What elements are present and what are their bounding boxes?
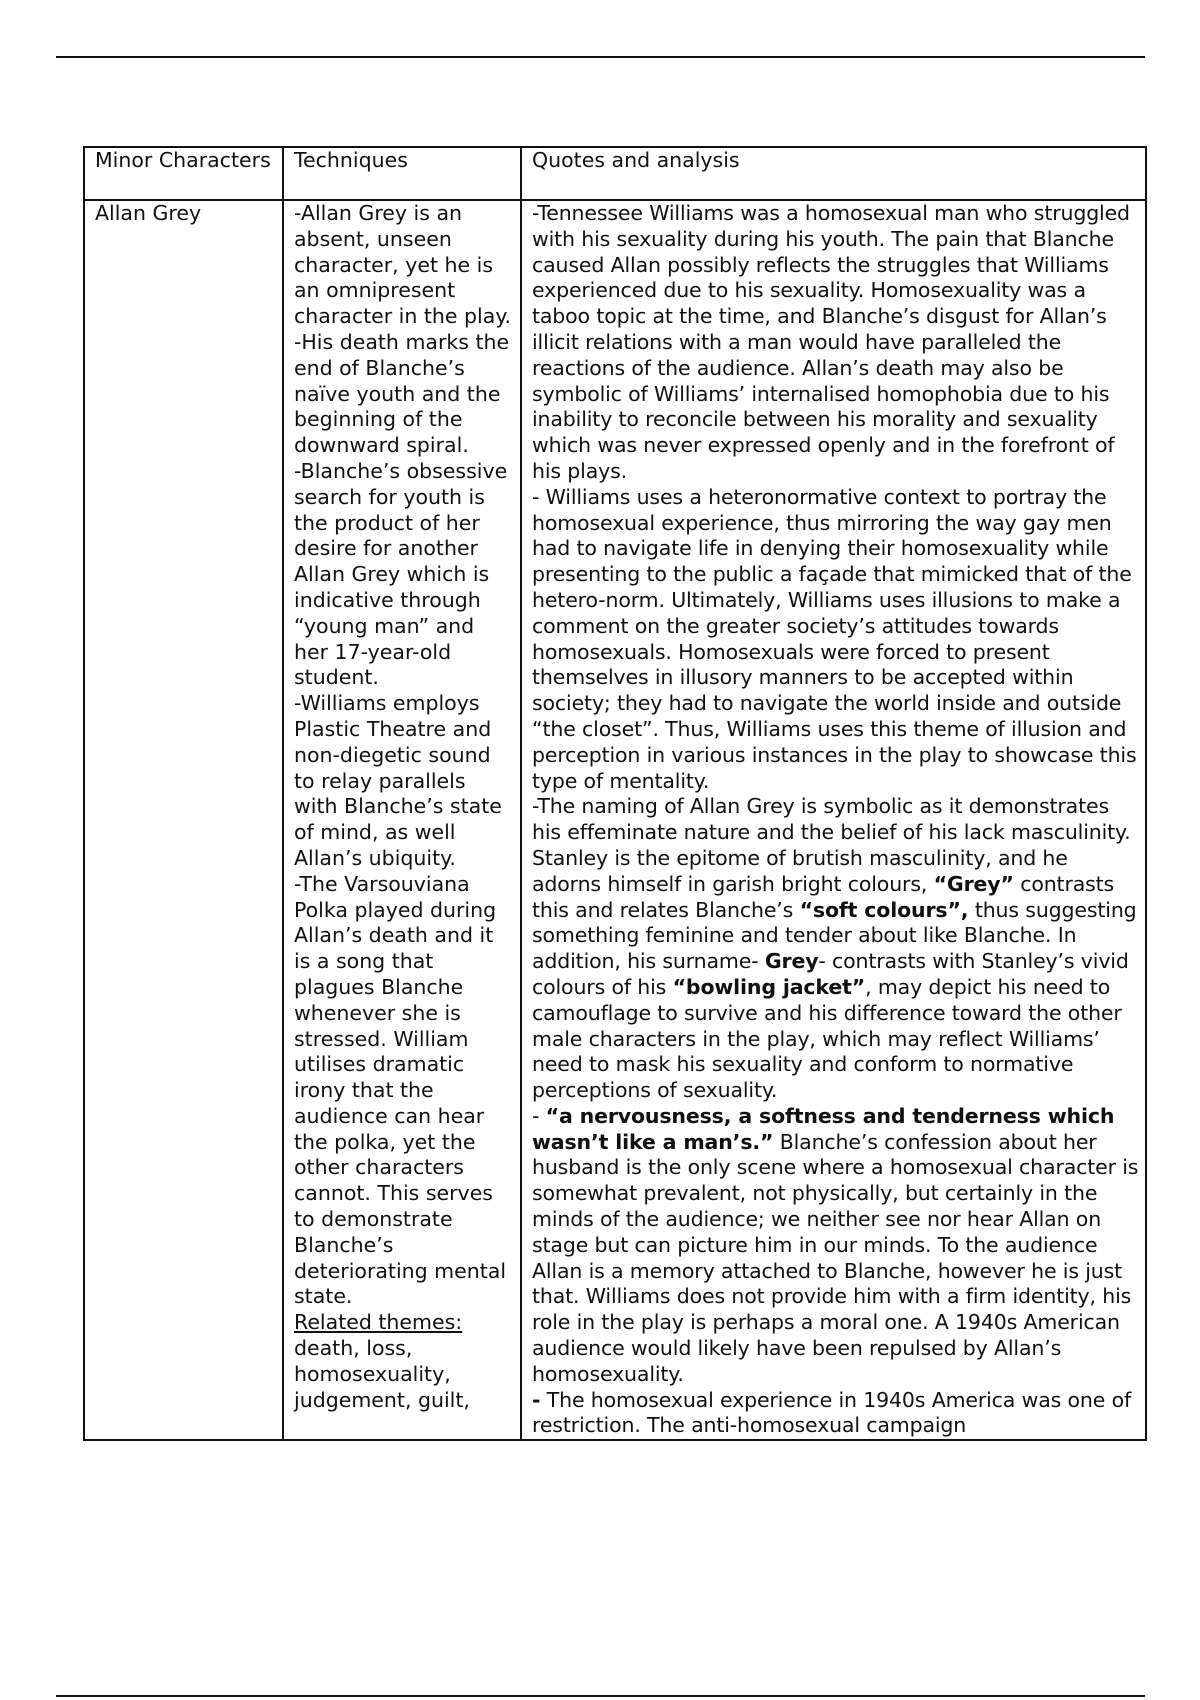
analysis-text: -	[532, 1103, 546, 1128]
technique-item: -The Varsouviana Polka played during Allan’s death and it is a song that plagues Blanche whenever she is stressed. William utilises dramatic irony that the audience can hear the polka, yet the other characters cannot. This serves to demonstrate Blanche’s deteriorating mental state.	[294, 871, 507, 1309]
related-themes-label: Related themes:	[294, 1310, 463, 1335]
analysis-dash: -	[532, 1387, 541, 1412]
character-name: Allan Grey	[84, 200, 283, 1440]
analysis-paragraph	[532, 794, 1139, 1104]
quote-surname: Grey	[764, 949, 819, 974]
quote-grey: “Grey”	[933, 871, 1014, 896]
analysis-text: Blanche’s confession about her husband is the only scene where a homosexual character is somewhat prevalent, not physically, but certainly in the minds of the audience; we neither see nor hear Allan on stage but can picture him in our minds. To the audience Allan is a memory attached to Blanche, however he is just that. Williams does not provide him with a firm identity, his role in the play is perhaps a moral one. A 1940s American audience would likely have been repulsed by Allan’s homosexuality.	[532, 1129, 1139, 1386]
analysis-text: , may depict his need to camouflage to survive and his difference toward the other male characters in the play, which may reflect Williams’ need to mask his sexuality and conform to normative perceptions of sexuality.	[532, 974, 1122, 1103]
table-row	[84, 200, 1146, 1440]
techniques-cell	[283, 200, 521, 1440]
footer-rule	[56, 1695, 1145, 1697]
analysis-paragraph: - Williams uses a heteronormative context to portray the homosexual experience, thus mirroring the way gay men had to navigate life in denying their homosexuality while presenting to the public a façade that mimicked that of the hetero-norm. Ultimately, Williams uses illusions to make a comment on the greater society’s attitudes towards homosexuals. Homosexuals were forced to present themselves in illusory manners to be accepted within society; they had to navigate the world inside and outside “the closet”. Thus, Williams uses this theme of illusion and perception in various instances in the play to showcase this type of mentality.	[532, 484, 1137, 793]
header-quotes-analysis: Quotes and analysis	[521, 147, 1146, 200]
quote-soft-colours: “soft colours”,	[799, 897, 969, 922]
analysis-text: -The naming of Allan Grey is symbolic as it demonstrates his effeminate nature and the belief of his lack masculinity. Stanley is the epitome of brutish masculinity, and he adorns himself in garish bright colours,	[532, 794, 1131, 896]
technique-item: -Allan Grey is an absent, unseen character, yet he is an omnipresent character in the play.	[294, 201, 512, 329]
technique-item: -His death marks the end of Blanche’s naïve youth and the beginning of the downward spiral.	[294, 329, 510, 458]
table-header-row	[84, 147, 1146, 200]
technique-item: -Blanche’s obsessive search for youth is the product of her desire for another Allan Grey which is indicative through “young man” and her 17-year-old student.	[294, 458, 508, 690]
header-minor-characters: Minor Characters	[84, 147, 283, 200]
header-rule	[56, 56, 1145, 58]
analysis-cell	[521, 200, 1146, 1440]
quote-nervousness: “a nervousness, a softness and tenderness which wasn’t like a man’s.”	[532, 1103, 1115, 1154]
analysis-paragraph	[532, 1388, 1139, 1440]
minor-characters-table	[83, 146, 1147, 1441]
analysis-text: thus suggesting something feminine and tender about like Blanche. In addition, his surname-	[532, 897, 1137, 974]
quote-bowling-jacket: “bowling jacket”	[672, 974, 866, 999]
analysis-text: The homosexual experience in 1940s America was one of restriction. The anti-homosexual campaign	[532, 1387, 1132, 1438]
header-techniques: Techniques	[283, 147, 521, 200]
analysis-paragraph	[532, 1104, 1139, 1388]
analysis-paragraph: -Tennessee Williams was a homosexual man who struggled with his sexuality during his youth. The pain that Blanche caused Allan possibly reflects the struggles that Williams experienced due to his sexuality. Homosexuality was a taboo topic at the time, and Blanche’s disgust for Allan’s illicit relations with a man would have paralleled the reactions of the audience. Allan’s death may also be symbolic of Williams’ internalised homophobia due to his inability to reconcile between his morality and sexuality which was never expressed openly and in the forefront of his plays.	[532, 201, 1130, 483]
related-themes-text: death, loss, homosexuality, judgement, guilt,	[294, 1336, 470, 1412]
analysis-text: contrasts this and relates Blanche’s	[532, 871, 1115, 922]
technique-item: -Williams employs Plastic Theatre and non-diegetic sound to relay parallels with Blanche’s state of mind, as well Allan’s ubiquity.	[294, 691, 502, 870]
analysis-text: - contrasts with Stanley’s vivid colours of his	[532, 949, 1129, 999]
